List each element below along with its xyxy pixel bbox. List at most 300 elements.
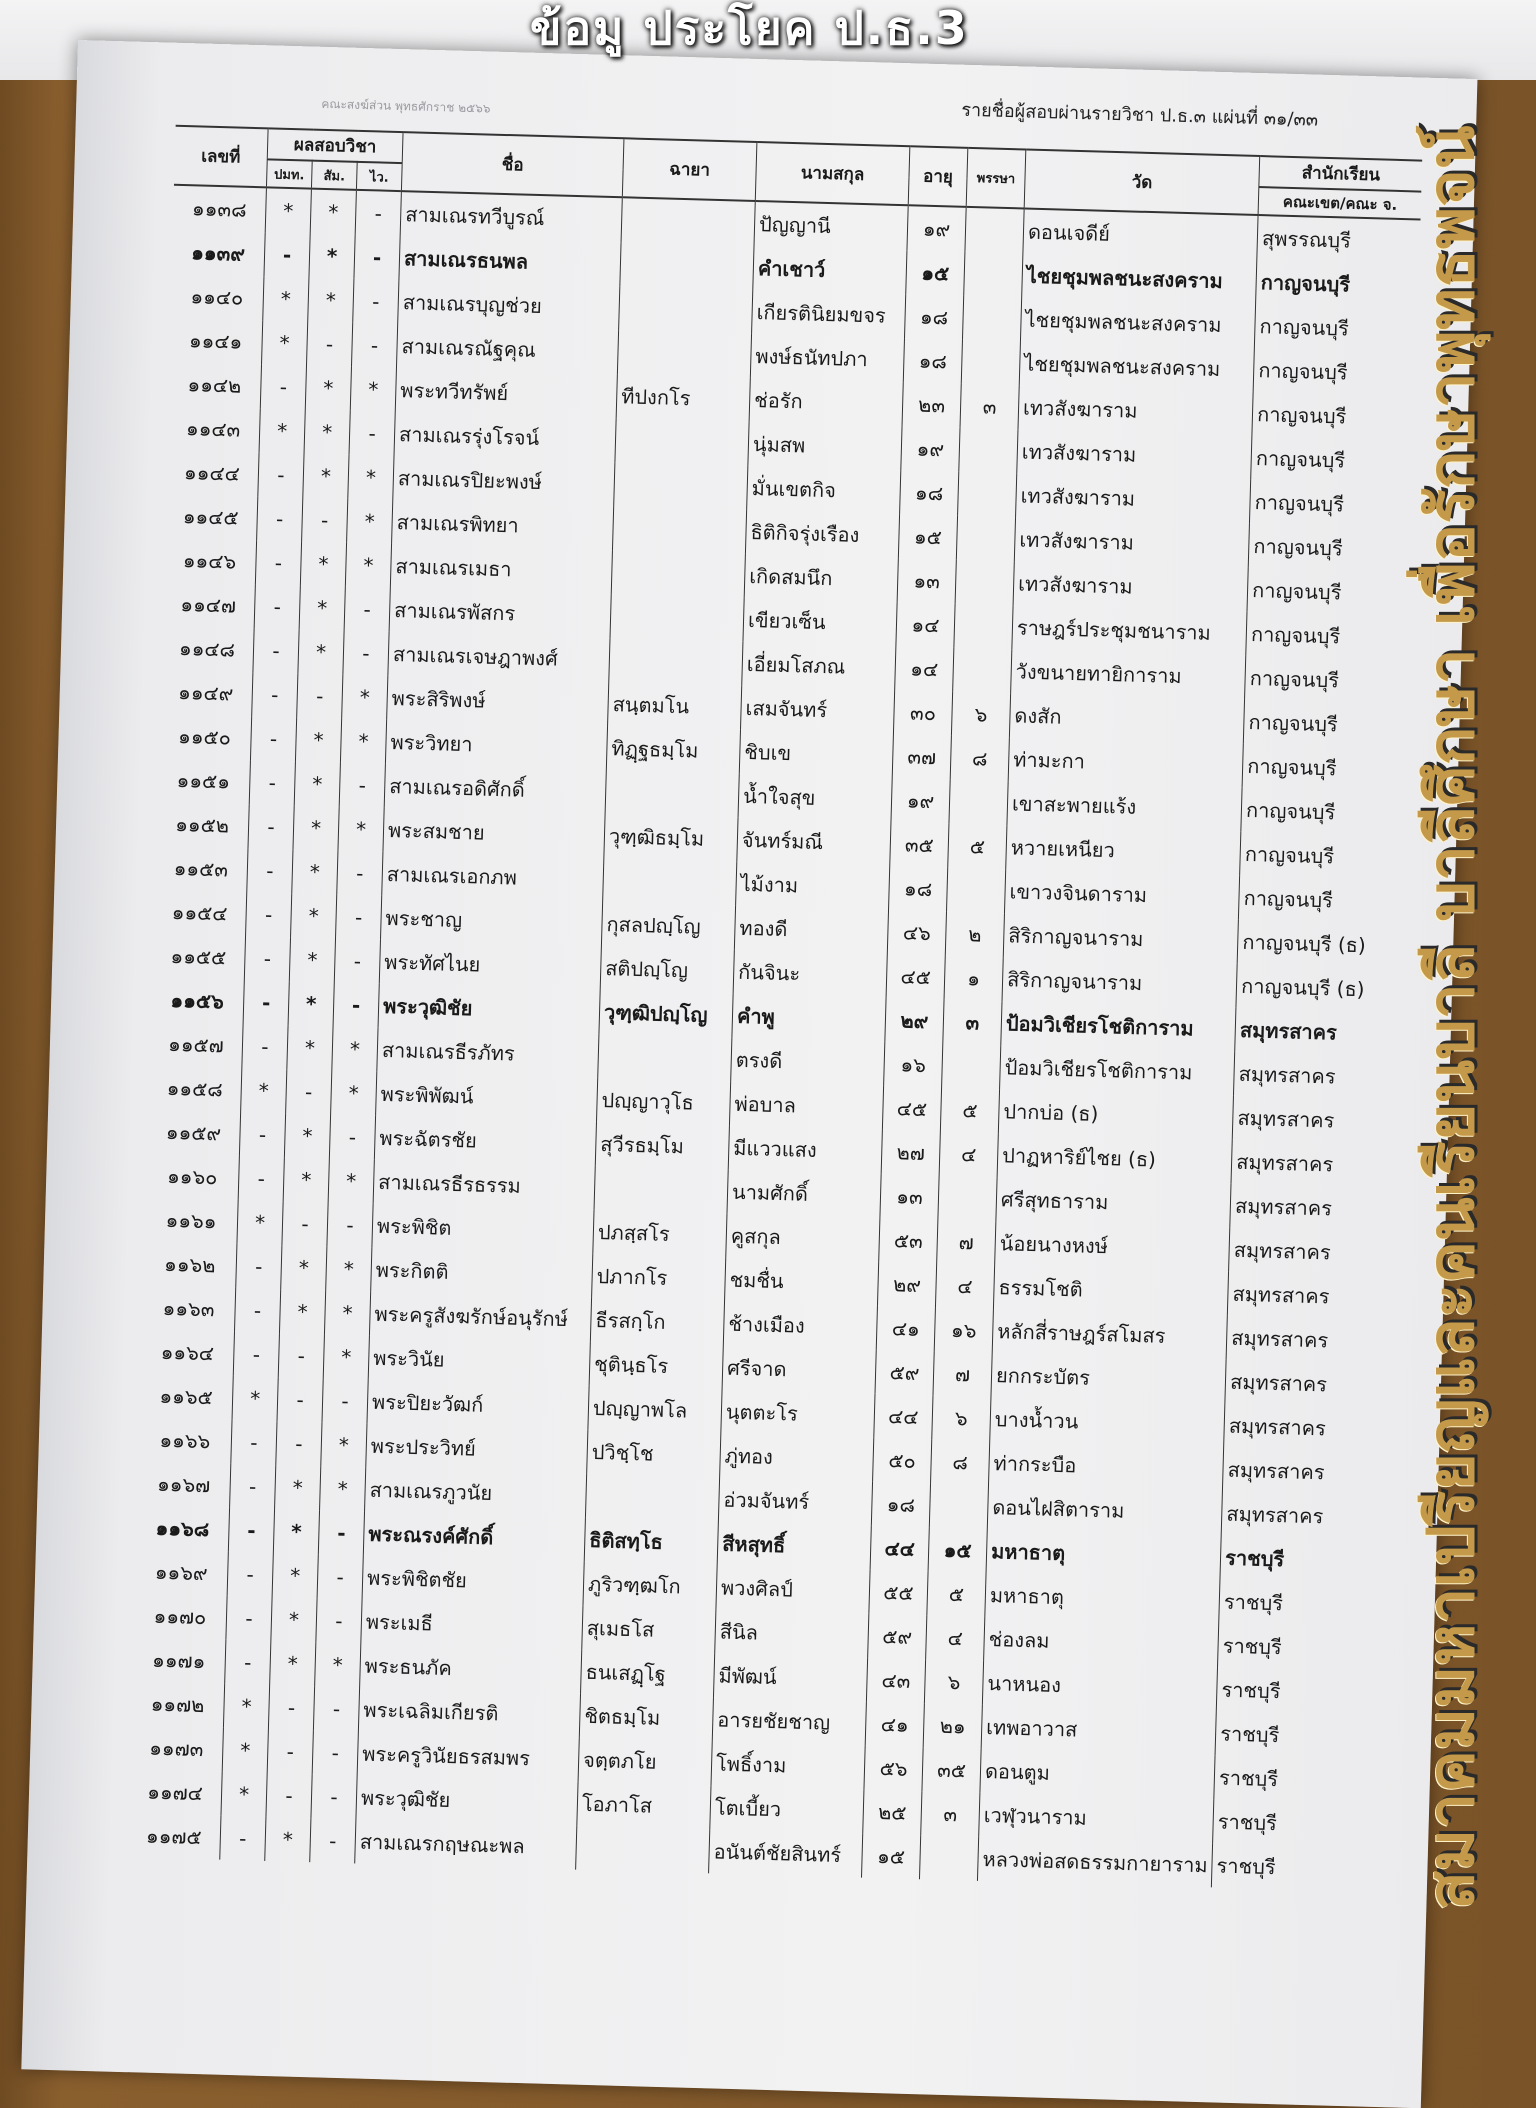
result-sam-cell: * (284, 1113, 330, 1158)
school-cell: ราชบุรี (1218, 1623, 1382, 1672)
phansa-cell: ๓ (960, 384, 1019, 430)
row-number-cell: ๑๑๓๙ (190, 240, 246, 266)
result-wai-cell: * (342, 675, 388, 720)
result-pmt-cell: * (221, 1772, 267, 1817)
results-table (127, 125, 1422, 1892)
age-cell: ๑๙ (901, 426, 960, 472)
result-sam-cell: * (295, 717, 341, 762)
school-cell: สมุทรสาคร (1234, 1052, 1398, 1101)
chaya-cell: สุวีรธมฺโม (595, 1122, 729, 1170)
chaya-cell: จตฺตภโย (578, 1738, 712, 1786)
phansa-cell: ๔ (939, 1132, 998, 1178)
wat-cell: น้อยนางหงษ์ (995, 1221, 1230, 1272)
result-sam-cell: * (270, 1641, 316, 1686)
surname-cell: ช่อรัก (749, 378, 903, 426)
chaya-cell: ปภสฺสโร (593, 1210, 727, 1258)
surname-cell: โพธิ์งาม (711, 1741, 865, 1789)
phansa-cell (965, 207, 1024, 254)
phansa-cell (942, 1044, 1001, 1090)
row-number-cell: ๑๑๖๑ (165, 1207, 217, 1234)
result-pmt-cell: * (241, 1068, 287, 1113)
school-cell: กาญจนบุรี (1246, 612, 1410, 661)
monk-name-cell: สามเณรณัฐคุณ (396, 324, 618, 374)
row-number-cell: ๑๑๕๑ (176, 768, 231, 794)
row-number-cell: ๑๑๔๔ (183, 460, 241, 486)
result-sam-cell: * (298, 629, 344, 674)
result-sam-cell: * (293, 805, 339, 850)
school-cell: กาญจนบุรี (1253, 348, 1417, 397)
row-number-cell: ๑๑๗๒ (150, 1691, 205, 1718)
phansa-cell: ๑ (944, 956, 1003, 1002)
phansa-cell: ๓๕ (922, 1747, 981, 1793)
row-number-cell: ๑๑๖๖ (159, 1427, 211, 1454)
age-cell: ๑๕ (898, 514, 957, 560)
surname-cell: ปัญญานี (754, 201, 908, 250)
result-wai-cell: * (323, 1334, 369, 1379)
chaya-cell (619, 286, 753, 334)
school-cell: สมุทรสาคร (1227, 1272, 1391, 1321)
result-pmt-cell: - (257, 496, 303, 541)
chaya-cell: วุฑฺฒิปญฺโญ (599, 990, 733, 1038)
monk-name-cell: พระพิพัฒน์ (376, 1072, 598, 1122)
age-cell: ๑๘ (889, 866, 948, 912)
chaya-cell: ธนเสฏฺโฐ (581, 1650, 715, 1698)
result-wai-cell: - (313, 1686, 359, 1731)
header-r3: ไว. (356, 162, 402, 191)
age-cell: ๒๙ (877, 1262, 936, 1308)
surname-cell: น้ำใจสุข (738, 774, 892, 822)
monk-name-cell: พระสิริพงษ์ (387, 676, 609, 726)
chaya-cell: วุฑฺฒิธมฺโม (604, 814, 738, 862)
watermark-text: สมาคมมหาเปรียญและคนเรียนบาลี บาลีศึกษา เพื่อรักษาพุทธพจน์ (1414, 125, 1489, 1910)
result-pmt-cell: - (239, 1112, 285, 1157)
result-wai-cell: - (349, 411, 395, 456)
chaya-cell: ชุตินฺธโร (589, 1342, 723, 1390)
row-number-cell: ๑๑๗๓ (148, 1735, 204, 1762)
header-phansa: พรรษา (966, 148, 1026, 209)
result-pmt-cell: - (227, 1552, 273, 1597)
wat-cell: ธรรมโชติ (993, 1265, 1228, 1316)
table-body (127, 185, 1420, 1892)
school-cell: กาญจนบุรี (ธ) (1237, 920, 1401, 969)
age-cell: ๑๘ (904, 294, 963, 340)
monk-name-cell: พระวินัย (368, 1336, 590, 1386)
monk-name-cell: พระพิชิตชัย (362, 1556, 584, 1606)
monk-name-cell: พระกิตติ (371, 1248, 593, 1298)
wat-cell: ดอนตูม (980, 1749, 1215, 1800)
result-wai-cell: * (345, 543, 391, 588)
result-sam-cell: * (271, 1597, 317, 1642)
row-number-cell: ๑๑๔๓ (185, 416, 241, 442)
chaya-cell: ทิฏฺฐธมฺโม (606, 726, 740, 774)
wat-cell: เทวสังฆาราม (1016, 473, 1251, 524)
phansa-cell (956, 516, 1015, 562)
school-cell: กาญจนบุรี (1251, 436, 1415, 485)
phansa-cell: ๒๑ (923, 1703, 982, 1749)
phansa-cell: ๕ (940, 1088, 999, 1134)
phansa-cell (919, 1835, 978, 1881)
monk-name-cell: สามเณรธนพล (399, 236, 621, 286)
row-number-cell: ๑๑๔๑ (188, 328, 243, 354)
school-cell: สุพรรณบุรี (1257, 215, 1421, 265)
monk-name-cell: สามเณรบุญช่วย (398, 280, 620, 330)
monk-name-cell: พระเมธี (361, 1600, 583, 1650)
result-wai-cell: - (317, 1554, 363, 1599)
monk-name-cell: สามเณรเจษฎาพงศ์ (388, 632, 610, 682)
result-pmt-cell: - (246, 892, 292, 937)
age-cell: ๑๘ (871, 1482, 930, 1528)
result-sam-cell: - (307, 322, 353, 367)
wat-cell: หลักสี่ราษฎร์สโมสร (992, 1309, 1227, 1360)
header-school-sub: คณะเขต/คณะ จ. (1258, 187, 1421, 220)
result-sam-cell: * (275, 1465, 321, 1510)
surname-cell: ภู่ทอง (720, 1433, 874, 1481)
surname-cell: กันจินะ (733, 950, 887, 998)
row-number-cell: ๑๑๔๗ (180, 592, 237, 618)
surname-cell: มีแววแสง (728, 1126, 882, 1174)
age-cell: ๑๙ (891, 778, 950, 824)
faded-header: คณะสงฆ์ส่วน พุทธศักราช ๒๕๖๖ (321, 96, 491, 116)
chaya-cell (611, 550, 745, 598)
result-wai-cell: - (351, 323, 397, 368)
chaya-cell: กุสลปญฺโญ (601, 902, 735, 950)
school-cell: ราชบุรี (1215, 1711, 1379, 1760)
chaya-cell: ทีปงกโร (616, 374, 750, 422)
phansa-cell: ๗ (937, 1219, 996, 1265)
age-cell: ๔๑ (876, 1306, 935, 1352)
wat-cell: วังขนายทายิการาม (1011, 649, 1246, 700)
age-cell: ๑๖ (884, 1042, 943, 1088)
phansa-cell (964, 252, 1023, 298)
header-wat: วัด (1024, 150, 1260, 216)
school-cell: สมุทรสาคร (1226, 1316, 1390, 1365)
row-number-cell: ๑๑๕๘ (166, 1075, 224, 1102)
row-number-cell: ๑๑๗๕ (145, 1823, 202, 1850)
result-pmt-cell: * (237, 1200, 283, 1245)
result-pmt-cell: - (220, 1816, 266, 1861)
header-results: ผลสอบวิชา (267, 128, 403, 163)
result-wai-cell: - (344, 587, 390, 632)
header-number: เลขที่ (174, 126, 268, 188)
age-cell: ๒๙ (885, 998, 944, 1044)
result-pmt-cell: - (230, 1464, 276, 1509)
result-wai-cell: * (326, 1246, 372, 1291)
phansa-cell: ๘ (950, 736, 1009, 782)
age-cell: ๔๓ (866, 1658, 925, 1704)
row-number-cell: ๑๑๕๓ (173, 856, 229, 882)
surname-cell: โตเบี้ยว (710, 1785, 864, 1833)
wat-cell: ยกกระบัตร (991, 1353, 1226, 1404)
wat-cell: หวายเหนียว (1006, 825, 1241, 876)
result-pmt-cell: - (242, 1024, 288, 1069)
school-cell: กาญจนบุรี (1239, 876, 1403, 925)
result-sam-cell: - (286, 1069, 332, 1114)
surname-cell: อนันต์ชัยสินทร์ (709, 1829, 863, 1877)
age-cell: ๕๙ (868, 1614, 927, 1660)
row-number-cell: ๑๑๕๗ (167, 1031, 225, 1058)
result-wai-cell: - (355, 190, 401, 236)
chaya-cell (620, 242, 754, 290)
result-sam-cell: * (272, 1553, 318, 1598)
header-name: ชื่อ (401, 132, 624, 197)
result-wai-cell: - (337, 851, 383, 896)
age-cell: ๓๐ (893, 690, 952, 736)
row-number-cell: ๑๑๖๓ (162, 1295, 215, 1322)
school-cell: ราชบุรี (1216, 1667, 1380, 1716)
monk-name-cell: สามเณรปิยะพงษ์ (393, 456, 615, 506)
surname-cell: นุ่มสพ (748, 422, 902, 470)
result-wai-cell: * (320, 1466, 366, 1511)
chaya-cell (614, 462, 748, 510)
chaya-cell (576, 1826, 710, 1874)
surname-cell: ตรงดี (731, 1038, 885, 1086)
school-cell: สมุทรสาคร (1221, 1492, 1385, 1541)
result-wai-cell: - (334, 939, 380, 984)
wat-cell: ศรีสุทธาราม (996, 1177, 1231, 1228)
result-wai-cell: * (348, 455, 394, 500)
monk-name-cell: สามเณรเมธา (390, 544, 612, 594)
age-cell: ๑๔ (895, 646, 954, 692)
result-pmt-cell: - (258, 452, 304, 497)
phansa-cell: ๖ (932, 1395, 991, 1441)
phansa-cell: ๒ (945, 912, 1004, 958)
result-wai-cell: * (347, 499, 393, 544)
monk-name-cell: พระวิทยา (385, 720, 607, 770)
row-number-cell: ๑๑๔๐ (190, 284, 244, 310)
age-cell: ๑๓ (897, 558, 956, 604)
wat-cell: เทวสังฆาราม (1014, 517, 1249, 568)
phansa-cell (961, 340, 1020, 386)
monk-name-cell: พระวุฒิชัย (356, 1775, 578, 1825)
result-sam-cell: * (279, 1289, 325, 1334)
result-pmt-cell: - (253, 628, 299, 673)
row-number-cell: ๑๑๓๘ (191, 196, 247, 222)
school-cell: สมุทรสาคร (1235, 1008, 1399, 1057)
chaya-cell (585, 1474, 719, 1522)
row-number-cell: ๑๑๖๙ (154, 1559, 208, 1586)
result-sam-cell: * (304, 409, 350, 454)
monk-name-cell: พระเฉลิมเกียรติ (358, 1688, 580, 1738)
row-number-cell: ๑๑๕๔ (171, 899, 228, 926)
result-sam-cell: * (287, 1025, 333, 1070)
school-cell: กาญจนบุรี (1250, 480, 1414, 529)
school-cell: กาญจนบุรี (1256, 260, 1420, 309)
result-pmt-cell: * (262, 320, 308, 365)
wat-cell: มหาธาตุ (985, 1573, 1220, 1624)
school-cell: กาญจนบุรี (1240, 832, 1404, 881)
wat-cell: ปากบ่อ (ธ) (998, 1089, 1233, 1140)
age-cell: ๑๓ (880, 1174, 939, 1220)
surname-cell: พวงศิลป์ (716, 1565, 870, 1613)
school-cell: สมุทรสาคร (1230, 1184, 1394, 1233)
row-number-cell: ๑๑๖๒ (163, 1251, 216, 1278)
result-sam-cell: * (309, 234, 355, 279)
result-wai-cell: * (315, 1642, 361, 1687)
monk-name-cell: สามเณรพิทยา (392, 500, 614, 550)
wat-cell: ไชยชุมพลชนะสงคราม (1020, 297, 1255, 348)
result-sam-cell: - (302, 497, 348, 542)
phansa-cell: ๑๕ (928, 1527, 987, 1573)
surname-cell: จันทร์มณี (737, 818, 891, 866)
surname-cell: มีพัฒน์ (713, 1653, 867, 1701)
school-cell: ราชบุรี (1214, 1755, 1378, 1804)
wat-cell: หลวงพ่อสดธรรมกายาราม (977, 1837, 1212, 1888)
chaya-cell (612, 506, 746, 554)
result-wai-cell: * (340, 719, 386, 764)
monk-name-cell: สามเณรรุ่งโรจน์ (394, 412, 616, 462)
result-pmt-cell: * (222, 1728, 268, 1773)
result-wai-cell: * (328, 1158, 374, 1203)
monk-name-cell: พระณรงค์ศักดิ์ (363, 1512, 585, 1562)
phansa-cell (959, 428, 1018, 474)
wat-cell: ท่ากระบือ (989, 1441, 1224, 1492)
school-cell: ราชบุรี (1220, 1536, 1384, 1585)
result-sam-cell: * (299, 585, 345, 630)
header-r1: ปมท. (266, 159, 312, 188)
result-wai-cell: * (324, 1290, 370, 1335)
result-pmt-cell: * (232, 1376, 278, 1421)
chaya-cell: ปญฺญาพโล (588, 1386, 722, 1434)
age-cell: ๔๖ (887, 910, 946, 956)
result-sam-cell: * (265, 1817, 311, 1862)
school-cell: กาญจนบุรี (1245, 656, 1409, 705)
surname-cell: มั่นเขตกิจ (747, 466, 901, 514)
chaya-cell: ปภากโร (592, 1254, 726, 1302)
chaya-cell: สติปญฺโญ (600, 946, 734, 994)
wat-cell: ป้อมวิเชียรโชติการาม (1001, 1001, 1236, 1052)
result-pmt-cell: - (260, 364, 306, 409)
age-cell: ๓๗ (892, 734, 951, 780)
result-sam-cell: - (267, 1729, 313, 1774)
phansa-cell (938, 1175, 997, 1221)
age-cell: ๑๘ (903, 338, 962, 384)
result-wai-cell: * (350, 367, 396, 412)
surname-cell: ชมชื่น (725, 1258, 879, 1306)
school-cell: กาญจนบุรี (1247, 568, 1411, 617)
wat-cell: ช่องลม (984, 1617, 1219, 1668)
wat-cell: ป้อมวิเชียรโชติการาม (1000, 1045, 1235, 1096)
wat-cell: นาหนอง (982, 1661, 1217, 1712)
age-cell: ๑๕ (861, 1834, 920, 1880)
phansa-cell: ๘ (931, 1439, 990, 1485)
phansa-cell: ๕ (948, 824, 1007, 870)
phansa-cell: ๓ (943, 1000, 1002, 1046)
surname-cell: สีนิล (715, 1609, 869, 1657)
result-sam-cell: * (291, 893, 337, 938)
header-surname: นามสกุล (755, 142, 910, 205)
school-cell: กาญจนบุรี (1243, 700, 1407, 749)
school-cell: สมุทรสาคร (1223, 1448, 1387, 1497)
phansa-cell: ๗ (933, 1351, 992, 1397)
result-sam-cell: * (281, 1245, 327, 1290)
surname-cell: เกิดสมนึก (744, 554, 898, 602)
result-wai-cell: - (354, 235, 400, 280)
result-wai-cell: - (329, 1114, 375, 1159)
result-pmt-cell: - (252, 672, 298, 717)
school-cell: สมุทรสาคร (1225, 1360, 1389, 1409)
phansa-cell: ๔ (935, 1263, 994, 1309)
result-pmt-cell: - (243, 980, 289, 1025)
monk-name-cell: พระสมชาย (383, 808, 605, 858)
age-cell: ๕๓ (879, 1218, 938, 1264)
result-wai-cell: - (311, 1774, 357, 1819)
age-cell: ๑๔ (896, 602, 955, 648)
result-sam-cell: * (305, 366, 351, 411)
phansa-cell (947, 868, 1006, 914)
wat-cell: ดอนไฝสิตาราม (987, 1485, 1222, 1536)
age-cell: ๔๕ (886, 954, 945, 1000)
result-wai-cell: - (353, 279, 399, 324)
phansa-cell (958, 472, 1017, 518)
document-page (21, 40, 1477, 2108)
surname-cell: เขียวเซ็น (743, 598, 897, 646)
result-wai-cell: - (310, 1818, 356, 1863)
phansa-cell: ๕ (927, 1571, 986, 1617)
age-cell: ๕๕ (869, 1570, 928, 1616)
age-cell: ๕๙ (875, 1350, 934, 1396)
row-number-cell: ๑๑๕๐ (177, 724, 232, 750)
result-sam-cell: - (268, 1685, 314, 1730)
phansa-cell: ๓ (921, 1791, 980, 1837)
chaya-cell (603, 858, 737, 906)
monk-name-cell: สามเณรกฤษณะพล (355, 1819, 577, 1869)
age-cell: ๔๔ (870, 1526, 929, 1572)
monk-name-cell: สามเณรเอกภพ (382, 852, 604, 902)
wat-cell: มหาธาตุ (986, 1529, 1221, 1580)
result-pmt-cell: * (223, 1684, 269, 1729)
result-sam-cell: - (278, 1333, 324, 1378)
result-sam-cell: - (266, 1773, 312, 1818)
result-wai-cell: * (321, 1422, 367, 1467)
school-cell: กาญจนบุรี (1242, 744, 1406, 793)
school-cell: สมุทรสาคร (1232, 1096, 1396, 1145)
result-sam-cell: * (289, 937, 335, 982)
chaya-cell: ธิติสทฺโธ (584, 1518, 718, 1566)
result-wai-cell: - (339, 763, 385, 808)
result-pmt-cell: - (233, 1332, 279, 1377)
chaya-cell (610, 594, 744, 642)
phansa-cell (949, 780, 1008, 826)
row-number-cell: ๑๑๔๘ (178, 636, 236, 662)
age-cell: ๒๕ (863, 1790, 922, 1836)
result-sam-cell: * (303, 453, 349, 498)
header-r2: สัม. (311, 161, 357, 190)
surname-cell: ช้างเมือง (723, 1302, 877, 1350)
age-cell: ๑๘ (900, 470, 959, 516)
monk-name-cell: สามเณรทวีบูรณ์ (400, 191, 622, 242)
chaya-cell: ภูริวฑฺฒโก (583, 1562, 717, 1610)
age-cell: ๕๖ (864, 1746, 923, 1792)
school-cell: สมุทรสาคร (1224, 1404, 1388, 1453)
wat-cell: เขาสะพายแร้ง (1007, 781, 1242, 832)
wat-cell: เทพอาวาส (981, 1705, 1216, 1756)
result-wai-cell: * (332, 1027, 378, 1072)
result-wai-cell: - (343, 631, 389, 676)
surname-cell: คำพู (732, 994, 886, 1042)
result-sam-cell: * (310, 189, 356, 235)
result-pmt-cell: - (238, 1156, 284, 1201)
surname-cell: นามศักดิ์ (727, 1170, 881, 1218)
surname-cell: ทองดี (734, 906, 888, 954)
surname-cell: ไม้งาม (736, 862, 890, 910)
row-number-cell: ๑๑๗๐ (153, 1603, 207, 1630)
result-sam-cell: * (294, 761, 340, 806)
surname-cell: เสมจันทร์ (740, 686, 894, 734)
wat-cell: ไชยชุมพลชนะสงคราม (1019, 341, 1254, 392)
surname-cell: เอี่ยมโสภณ (742, 642, 896, 690)
monk-name-cell: พระครูสังฆรักษ์อนุรักษ์ (369, 1292, 591, 1342)
surname-cell: ธิติกิจรุ่งเรือง (745, 510, 899, 558)
